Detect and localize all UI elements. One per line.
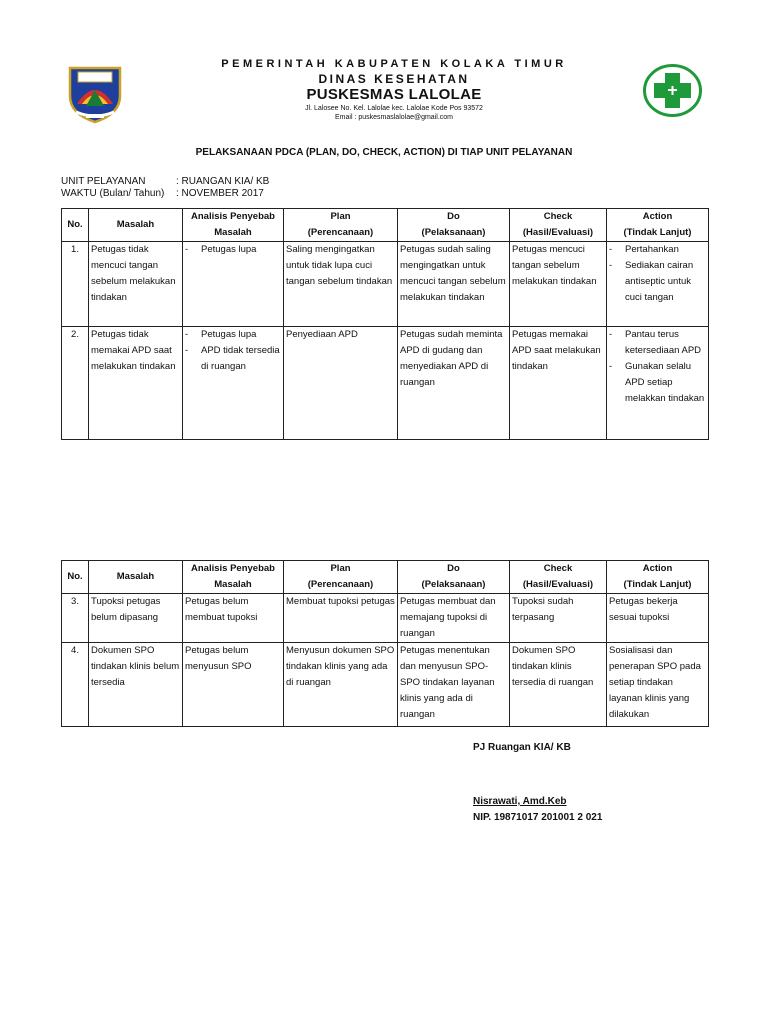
- cell-no: 2.: [62, 327, 89, 440]
- col-header-plan: Plan (Perencanaan): [284, 561, 398, 594]
- cell-masalah: Petugas tidak memakai APD saat melakukan tindakan: [89, 327, 183, 440]
- signature-name: Nisrawati, Amd.Keb: [473, 796, 567, 807]
- analisis-item: APD tidak tersedia di ruangan: [201, 345, 280, 372]
- cell-analisis: - Petugas lupa - APD tidak tersedia di ruangan: [183, 327, 284, 440]
- col-header-do: Do (Pelaksanaan): [398, 561, 510, 594]
- cell-plan: Saling mengingatkan untuk tidak lupa cuci tangan sebelum tindakan: [284, 242, 398, 327]
- cell-analisis: Petugas belum membuat tupoksi: [183, 594, 284, 643]
- table-row: [62, 242, 709, 327]
- signature-nip: NIP. 19871017 201001 2 021: [473, 812, 603, 823]
- signature-role: PJ Ruangan KIA/ KB: [473, 742, 571, 753]
- cell-plan: Menyusun dokumen SPO tindakan klinis yang ada di ruangan: [284, 643, 398, 727]
- cell-do: Petugas menentukan dan menyusun SPO-SPO tindakan layanan klinis yang ada di ruangan: [398, 643, 510, 727]
- col-header-no: No.: [62, 209, 89, 242]
- period-value: : NOVEMBER 2017: [176, 188, 264, 199]
- cell-action: - Pantau terus ketersediaan APD - Gunakan selalu APD setiap melakkan tindakan: [607, 327, 709, 440]
- department-name: DINAS KESEHATAN: [318, 72, 470, 86]
- cell-masalah: Tupoksi petugas belum dipasang: [89, 594, 183, 643]
- col-header-plan: Plan (Perencanaan): [284, 209, 398, 242]
- government-name: PEMERINTAH KABUPATEN KOLAKA TIMUR: [221, 58, 567, 70]
- action-item: Pertahankan: [625, 244, 679, 255]
- cell-plan: Membuat tupoksi petugas: [284, 594, 398, 643]
- col-header-do: Do (Pelaksanaan): [398, 209, 510, 242]
- analisis-item: Petugas lupa: [201, 244, 257, 255]
- cell-analisis: - Petugas lupa: [183, 242, 284, 327]
- cell-check: Petugas mencuci tangan sebelum melakukan tindakan: [510, 242, 607, 327]
- cell-do: Petugas membuat dan memajang tupoksi di ruangan: [398, 594, 510, 643]
- col-header-analisis: Analisis Penyebab Masalah: [183, 561, 284, 594]
- col-header-action: Action (Tindak Lanjut): [607, 209, 709, 242]
- action-item: Sediakan cairan antiseptic untuk cuci tangan: [625, 260, 694, 303]
- table-row: [62, 594, 709, 643]
- table-header-row: [62, 561, 709, 594]
- col-header-action: Action (Tindak Lanjut): [607, 561, 709, 594]
- unit-label: UNIT PELAYANAN: [61, 176, 146, 187]
- cell-check: Petugas memakai APD saat melakukan tindakan: [510, 327, 607, 440]
- clinic-name: PUSKESMAS LALOLAE: [306, 86, 482, 103]
- col-header-no: No.: [62, 561, 89, 594]
- col-header-analisis: Analisis Penyebab Masalah: [183, 209, 284, 242]
- cell-do: Petugas sudah saling mengingatkan untuk mencuci tangan sebelum melakukan tindakan: [398, 242, 510, 327]
- action-item: Gunakan selalu APD setiap melakkan tindakan: [625, 361, 705, 404]
- clinic-email: Email : puskesmaslalolae@gmail.com: [335, 114, 453, 121]
- cell-plan: Penyediaan APD: [284, 327, 398, 440]
- col-header-masalah: Masalah: [89, 209, 183, 242]
- col-header-check: Check (Hasil/Evaluasi): [510, 561, 607, 594]
- pdca-table-2: [61, 560, 709, 727]
- cell-analisis: Petugas belum menyusun SPO: [183, 643, 284, 727]
- cell-masalah: Petugas tidak mencuci tangan sebelum melakukan tindakan: [89, 242, 183, 327]
- cell-no: 4.: [62, 643, 89, 727]
- cell-masalah: Dokumen SPO tindakan klinis belum tersedia: [89, 643, 183, 727]
- analisis-item: Petugas lupa: [201, 329, 257, 340]
- pdca-table-1: [61, 208, 709, 440]
- cell-action: Sosialisasi dan penerapan SPO pada setiap tindakan layanan klinis yang dilakukan: [607, 643, 709, 727]
- period-label: WAKTU (Bulan/ Tahun): [61, 188, 165, 199]
- cell-action: - Pertahankan - Sediakan cairan antiseptic untuk cuci tangan: [607, 242, 709, 327]
- col-header-check: Check (Hasil/Evaluasi): [510, 209, 607, 242]
- document-title: PELAKSANAAN PDCA (PLAN, DO, CHECK, ACTION) DI TIAP UNIT PELAYANAN: [195, 147, 573, 158]
- action-item: Pantau terus ketersediaan APD: [625, 329, 702, 356]
- cell-no: 1.: [62, 242, 89, 327]
- cell-check: Tupoksi sudah terpasang: [510, 594, 607, 643]
- unit-value: : RUANGAN KIA/ KB: [176, 176, 270, 187]
- cell-no: 3.: [62, 594, 89, 643]
- table-row: [62, 643, 709, 727]
- col-header-masalah: Masalah: [89, 561, 183, 594]
- table-header-row: [62, 209, 709, 242]
- cell-do: Petugas sudah meminta APD di gudang dan menyediakan APD di ruangan: [398, 327, 510, 440]
- table-row: [62, 327, 709, 440]
- cell-action: Petugas bekerja sesuai tupoksi: [607, 594, 709, 643]
- clinic-address: Jl. Lalosee No. Kel. Lalolae kec. Lalolae Kode Pos 93572: [305, 105, 483, 112]
- cell-check: Dokumen SPO tindakan klinis tersedia di ruangan: [510, 643, 607, 727]
